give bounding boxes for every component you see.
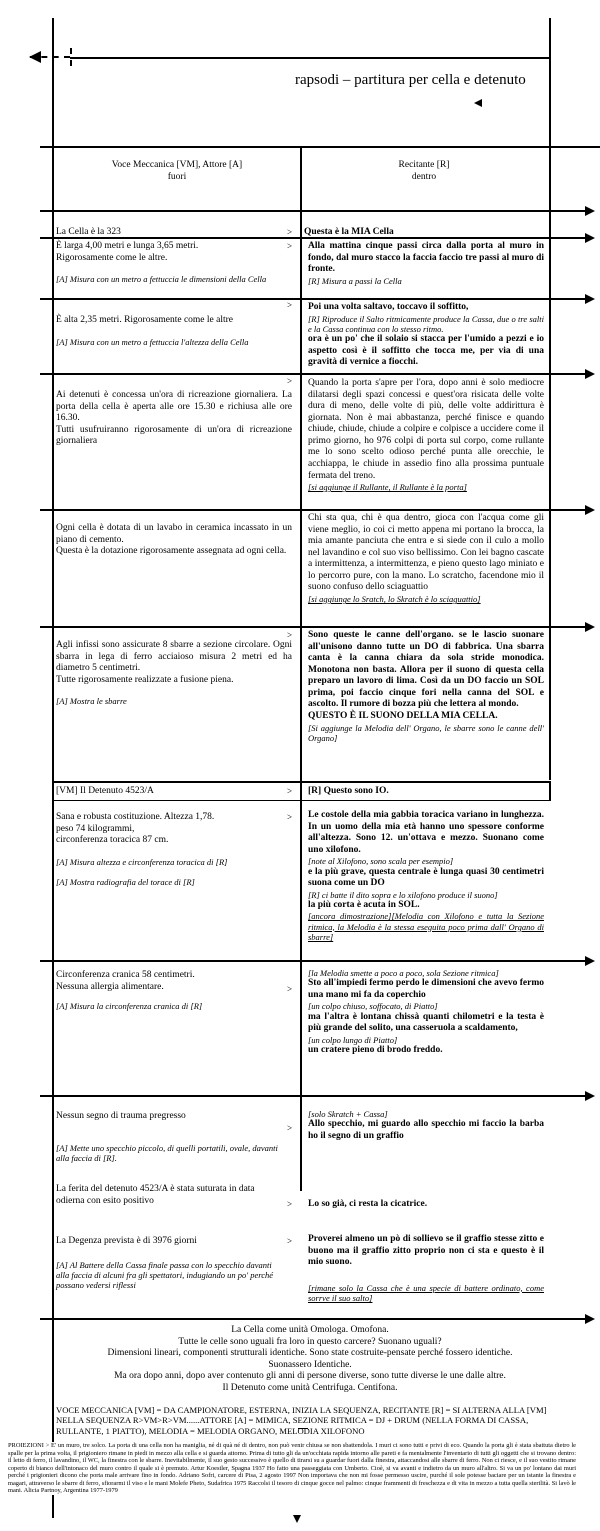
row-3-left-text: Tutti usufruiranno rigorosamente di un'ora di ricreazione giornaliera <box>56 424 292 447</box>
row-0-right-text: Questa è la MIA Cella <box>304 227 394 237</box>
row-1-right-text: Alla mattina cinque passi circa dalla porta al muro in fondo, dal muro stacco la faccia faccio tre passi al muro di fronte. <box>308 241 544 275</box>
row-3-left-text: Ai detenuti è concessa un'ora di ricreazione giornaliera. La porta della cella è aperta alle ore 15.30 e richiusa alle ore 16.30. <box>56 390 292 424</box>
header-bottom-line <box>40 210 585 212</box>
row-1-left-text: Rigorosamente come le altre. <box>56 252 168 263</box>
row-marker: > <box>287 630 293 640</box>
row-line <box>40 626 585 628</box>
row-line <box>52 781 549 783</box>
row-marker: > <box>287 812 293 822</box>
row-4-right <box>308 513 544 604</box>
row-3-right-text: Quando la porta s'apre per l'ora, dopo anni è solo mediocre dilatarsi degli spazi concessi e quest'ora risicata delle volte dura di meno, delle volte di più, delle volte addirittura è giornata. Non è mai abbastanza, perché finisce e quando chiude, chiude, chiude a colpire e colpisce a uccidere come il primo giorno, ho 976 colpi di porta sul corpo, come rullante me lo sono scelto odioso perché punta alle orecchie, le acchiappa, le chiude in assedio fino alla prossima puntuale fermata del treno. <box>308 378 544 481</box>
row-2-left-direction: [A] Misura con un metro a fettuccia l'altezza della Cella <box>56 336 249 347</box>
row-11-right <box>308 1234 544 1303</box>
right-frame <box>549 781 551 801</box>
row-5-left-text: Agli infissi sono assicurate 8 sbarre a sezione circolare. Ogni sbarra in lega di ferro acciaioso misura 2 metri ed ha diametro 5 centimetri. <box>56 640 292 674</box>
row-marker: > <box>287 376 293 386</box>
closing-line: La Cella come unità Omologa. Omofona. <box>231 1325 389 1335</box>
row-line <box>40 298 585 300</box>
arrow-down-icon <box>293 1515 301 1523</box>
row-9-left <box>56 1111 286 1163</box>
row-6-left <box>56 786 286 798</box>
closing-line: Dimensioni lineari, componenti strutturali identiche. Sono state costruite-pensate perché fossero identiche. <box>107 1348 513 1359</box>
row-10-left-text: La ferita del detenuto 4523/A è stata suturata in data odierna con esito positivo <box>56 1184 255 1206</box>
row-line <box>40 1095 585 1097</box>
small-arrow-icon <box>474 99 482 107</box>
row-11-left-direction: [A] Al Battere della Cassa finale passa con lo specchio davanti alla faccia di alcuni fra gli spettatori, indugiando un po' perché possano vedersi riflessi <box>56 1259 274 1290</box>
arrow-right-icon <box>585 233 595 243</box>
row-10-right <box>308 1199 544 1211</box>
row-7-right-direction: [R] ci batte il dito sopra e lo xilofono produce il suono] <box>308 889 498 900</box>
arrow-right-icon <box>585 622 595 632</box>
row-11-right-text: Proverei almeno un pò di sollievo se il graffio stesse zitto e buono ma il graffio zitto proprio non ci sta e questo è il mio suono. <box>308 1234 544 1268</box>
header-right-line-1: Recitante [R] <box>398 160 450 170</box>
row-marker: > <box>287 1199 293 1209</box>
row-1-left-text: È larga 4,00 metri e lunga 3,65 metri. <box>56 241 199 251</box>
row-line <box>40 237 585 239</box>
row-8-right-direction: [un colpo chiuso, soffocato, di Piatto] <box>308 1001 438 1012</box>
arrow-right-icon <box>585 369 595 379</box>
row-3-right-direction: [si aggiunge il Rullante, il Rullante è la porta] <box>308 482 467 493</box>
closing-line: Tutte le celle sono uguali fra loro in questo carcere? Suonano uguali? <box>178 1336 442 1347</box>
row-line <box>40 509 585 511</box>
row-7-right-text: e la più grave, questa centrale è lunga quasi 30 centimetri suona come un DO <box>308 866 544 889</box>
row-marker: > <box>287 786 293 796</box>
row-2-right-direction: [R] Riproduce il Salto ritmicamente produce la Cassa, due o tre salti e la Cassa continua con lo stesso ritmo. <box>308 313 544 334</box>
row-5-right <box>308 630 544 743</box>
arrow-right-icon <box>585 1314 595 1324</box>
closing-line: Il Detenuto come unità Centrifuga. Centifona. <box>222 1382 398 1393</box>
row-8-right-text: Sto all'impiedi fermo perdo le dimensioni che avevo fermo una mano mi fa da coperchio <box>308 978 544 1000</box>
center-divider <box>300 146 302 1191</box>
row-8-right-direction: [la Melodia smette a poco a poco, sola Sezione ritmica] <box>308 968 499 978</box>
row-7-right-direction: [note al Xilofono, sono scala per esempio] <box>308 856 454 867</box>
row-8-right <box>308 968 544 1056</box>
row-7-left-direction: [A] Mostra radiografia del torace di [R] <box>56 876 195 887</box>
row-7-right-direction: [ancora dimostrazione][Melodia con Xilofono e tutta la Sezione ritmica, la Melodia è la stessa eseguita poco prima dall' Organo di sbarre] <box>308 911 544 942</box>
row-10-left <box>56 1184 282 1207</box>
row-marker: > <box>287 300 293 310</box>
row-2-right-text: ora è un po' che il solaio si stacca per l'umido a pezzi e io aspetto così è il soffitto che tocca me, per via di una gravità di vernice a fiocchi. <box>308 333 544 368</box>
row-marker: > <box>287 1236 293 1246</box>
header-right <box>304 160 544 183</box>
row-2-right <box>308 302 544 369</box>
row-7-left-text: circonferenza toracica 87 cm. <box>56 835 169 846</box>
row-7-right <box>308 810 544 942</box>
row-line <box>52 800 549 801</box>
right-frame <box>549 628 551 780</box>
arrow-right-icon <box>585 1091 595 1101</box>
row-1-left-direction: [A] Misura con un metro a fettuccia le dimensioni della Cella <box>56 274 267 285</box>
row-0-left-text: La Cella è la 323 <box>56 227 121 237</box>
row-7-left-direction: [A] Misura altezza e circonferenza toracica di [R] <box>56 856 228 867</box>
row-8-right-text: un cratere pieno di brodo freddo. <box>308 1044 443 1055</box>
row-8-left <box>56 970 292 1011</box>
row-9-right-direction: [solo Skratch + Cassa] <box>308 1109 388 1119</box>
row-9-right-text: Allo specchio, mi guardo allo specchio mi faccio la barba ho il segno di un graffio <box>308 1119 544 1141</box>
row-7-left-text: Sana e robusta costituzione. Altezza 1,78. <box>56 812 215 822</box>
row-marker: > <box>287 1123 293 1133</box>
dashed-tick <box>70 48 72 66</box>
row-8-right-direction: [un colpo lungo di Piatto] <box>308 1034 398 1045</box>
row-2-left-text: È alta 2,35 metri. Rigorosamente come le altre <box>56 315 234 325</box>
row-8-right-text: ma l'altra è lontana chissà quanti chilometri e la testa è più grande del solito, una casseruola a scaldamento, <box>308 1011 544 1034</box>
row-marker: > <box>287 984 293 994</box>
row-9-left-direction: [A] Mette uno specchio piccolo, di quelli portatili, ovale, davanti alla faccia di [R]. <box>56 1142 278 1163</box>
row-6-left-text: [VM] Il Detenuto 4523/A <box>56 786 154 796</box>
row-6-right-text: [R] Questo sono IO. <box>308 786 389 796</box>
row-line <box>40 1318 585 1320</box>
right-axis-line <box>549 18 551 648</box>
row-2-left <box>56 315 292 347</box>
page-title: rapsodi – partitura per cella e detenuto <box>295 72 526 88</box>
closing-line: Ma ora dopo anni, dopo aver contenuto gli anni di persone diverse, sono tutte diverse le une dalle altre. <box>114 1371 506 1382</box>
row-4-left <box>56 523 292 558</box>
row-11-left <box>56 1236 286 1290</box>
row-5-left-direction: [A] Mostra le sbarre <box>56 696 127 707</box>
row-1-left <box>56 241 292 284</box>
row-8-left-text: Nessuna allergia alimentare. <box>56 981 164 992</box>
row-5-right-direction: [Si aggiunge la Melodia dell' Organo, le sbarre sono le canne dell' Organo] <box>308 722 544 743</box>
top-line <box>70 57 550 59</box>
arrow-right-icon <box>585 956 595 966</box>
header-top-line <box>40 146 600 148</box>
row-5-right-text: Sono queste le canne dell'organo. se le lascio suonare all'unisono danno tutte un DO di fabbrica. Una sbarra canta è la canna chiara da sola stride monodica. Monotona non basta. Allora per il suono di questa cella preparo un lavoro di lima. Così da un DO faccio un SOL prima, poi faccio cinque fori nella canna del SOL e ascolto. Il rumore di bozza più che lettera al mondo. <box>308 630 544 710</box>
arrow-right-icon <box>585 505 595 515</box>
header-left-line-1: Voce Meccanica [VM], Attore [A] <box>111 160 243 170</box>
left-axis-line <box>52 18 54 1518</box>
row-3-right <box>308 378 544 492</box>
row-7-right-text: la più corta è acuta in SOL. <box>308 899 420 910</box>
row-6-right <box>308 786 538 798</box>
row-5-left <box>56 640 292 707</box>
row-4-left-text: Questa è la dotazione rigorosamente assegnata ad ogni cella. <box>56 546 287 557</box>
row-9-right <box>308 1109 544 1142</box>
row-10-right-text: Lo so già, ci resta la cicatrice. <box>308 1199 428 1209</box>
row-9-left-text: Nessun segno di trauma pregresso <box>56 1111 186 1121</box>
row-1-right <box>308 241 544 286</box>
arrow-right-icon <box>585 294 595 304</box>
footnote: PROIEZIONI > E' un muro, tre solco. La porta di una cella non ha maniglia, né di quà né di dentro, non può venir chiusa se non sbattendola. I muri ci sono tutti e privi di eco. Quando la porta gli è stata sbattuta dietro le spalle per la prima volta, il prigioniero rimane in piedi in mezzo alla cella e si guarda attorno. Prima di tutto gli da un'occhiata rapida intorno alle pareti e fa mentalmente l'inventario di tutti gli oggetti che si trovano dentro: il letto di ferro, il lavandino, il WC, la finestra con le sbarre. Inevitabilmente, il suo gesto successivo è quello di tirarsi su a guardar fuori dalla finestra, attaccandosi alle sbarre di ferro. Non ci riesce, e il suo vestito rimane coperto di bianco dell'intonaco del muro contro il quale si è premuto. Artur Koestler, Spagna 1937 Ho fatto una passeggiata con Umberto. Cioè, si va avanti e indietro da un muro all'altro. Si va un po' lontano dai muri perché i prigionieri dicono che porta male arrivare fino in fondo. Adriano Sofri, carcere di Pisa, 2 agosto 1997 Non importava che non mi fosse permesso uscire, purché il sole potesse baciare per un istante la finestra e magari, attraverso le sbarre di ferro, sfiorarmi il viso e le mani Molefe Pheto, Sudafrica 1975 Raccolsi il tesoro di cinque gocce nel palmo: cinque frammenti di freschezza e di vita in mezzo a tutta quella sterilità. Si lavò le mani. Alicia Partnoy, Argentina 1977-1979 <box>8 1442 576 1495</box>
row-2-right-text: Poi una volta saltavo, toccavo il soffitto, <box>308 302 469 312</box>
row-7-left-text: peso 74 kilogrammi, <box>56 823 135 834</box>
row-11-right-direction: [rimane solo la Cassa che è una specie di battere ordinato, come sorrve il suo salto] <box>308 1282 544 1303</box>
row-marker: > <box>287 241 293 251</box>
row-1-right-direction: [R] Misura a passi la Cella <box>308 275 402 286</box>
arrow-right-icon <box>585 206 595 216</box>
row-5-left-text: Tutte rigorosamente realizzate a fusione piena. <box>56 674 234 685</box>
small-tick <box>298 1428 308 1429</box>
row-5-right-text: QUESTO È IL SUONO DELLA MIA CELLA. <box>308 711 498 722</box>
row-8-left-direction: [A] Misura la circonferenza cranica di [R] <box>56 1001 203 1012</box>
header-left <box>56 160 298 183</box>
arrow-left-icon <box>29 51 41 63</box>
row-line <box>40 373 585 375</box>
row-4-right-direction: [si aggiunge lo Sratch, lo Skratch è lo sciaguattio] <box>308 594 481 605</box>
row-7-left <box>56 812 282 887</box>
row-marker: > <box>287 227 293 237</box>
row-line <box>40 960 585 962</box>
row-11-left-text: La Degenza prevista è di 3976 giorni <box>56 1236 197 1246</box>
row-4-right-text: Chi sta qua, chi è qua dentro, gioca con l'acqua come gli viene meglio, io coi ci metto appena mi portano la brocca, la mia amante panciuta che entra e si siede con il culo a mollo nel lavandino e col suo viso bellissimo. Con lei bagno cascate a intermittenza, a intermittenza, e pieno questo lago miniato e lo percorro pure, con la mano. Lo scratcho, facendone mio il suono confuso dello sciaguattio <box>308 513 544 593</box>
legend: VOCE MECCANICA [VM] = DA CAMPIONATORE, ESTERNA, INIZIA LA SEQUENZA, RECITANTE [R] = SI ALTERNA ALLA [VM] NELLA SEQUENZA R>VM>R>VM......ATTORE [A] = MIMICA, SEZIONE RITMICA = DJ + DRUM (NELLA FORMA DI CASSA, RULLANTE, 1 PIATTO), MELODIA = MELODIA ORGANO, MELODIA XILOFONO <box>56 1405 566 1436</box>
closing-line: Suonassero Identiche. <box>268 1359 352 1370</box>
header-left-line-2: fuori <box>167 171 187 182</box>
row-8-left-text: Circonferenza cranica 58 centimetri. <box>56 970 195 980</box>
header-right-line-2: dentro <box>411 171 437 182</box>
row-3-left <box>56 390 292 448</box>
row-4-left-text: Ogni cella è dotata di un lavabo in ceramica incassato in un piano di cemento. <box>56 523 292 545</box>
closing-block <box>60 1325 560 1394</box>
row-7-right-text: Le costole della mia gabbia toracica variano in lunghezza. In un uomo della mia età hanno uno spessore conforme all'altezza. Sono 12. un'ottava e mezzo. Suonano come uno xilofono. <box>308 810 544 855</box>
